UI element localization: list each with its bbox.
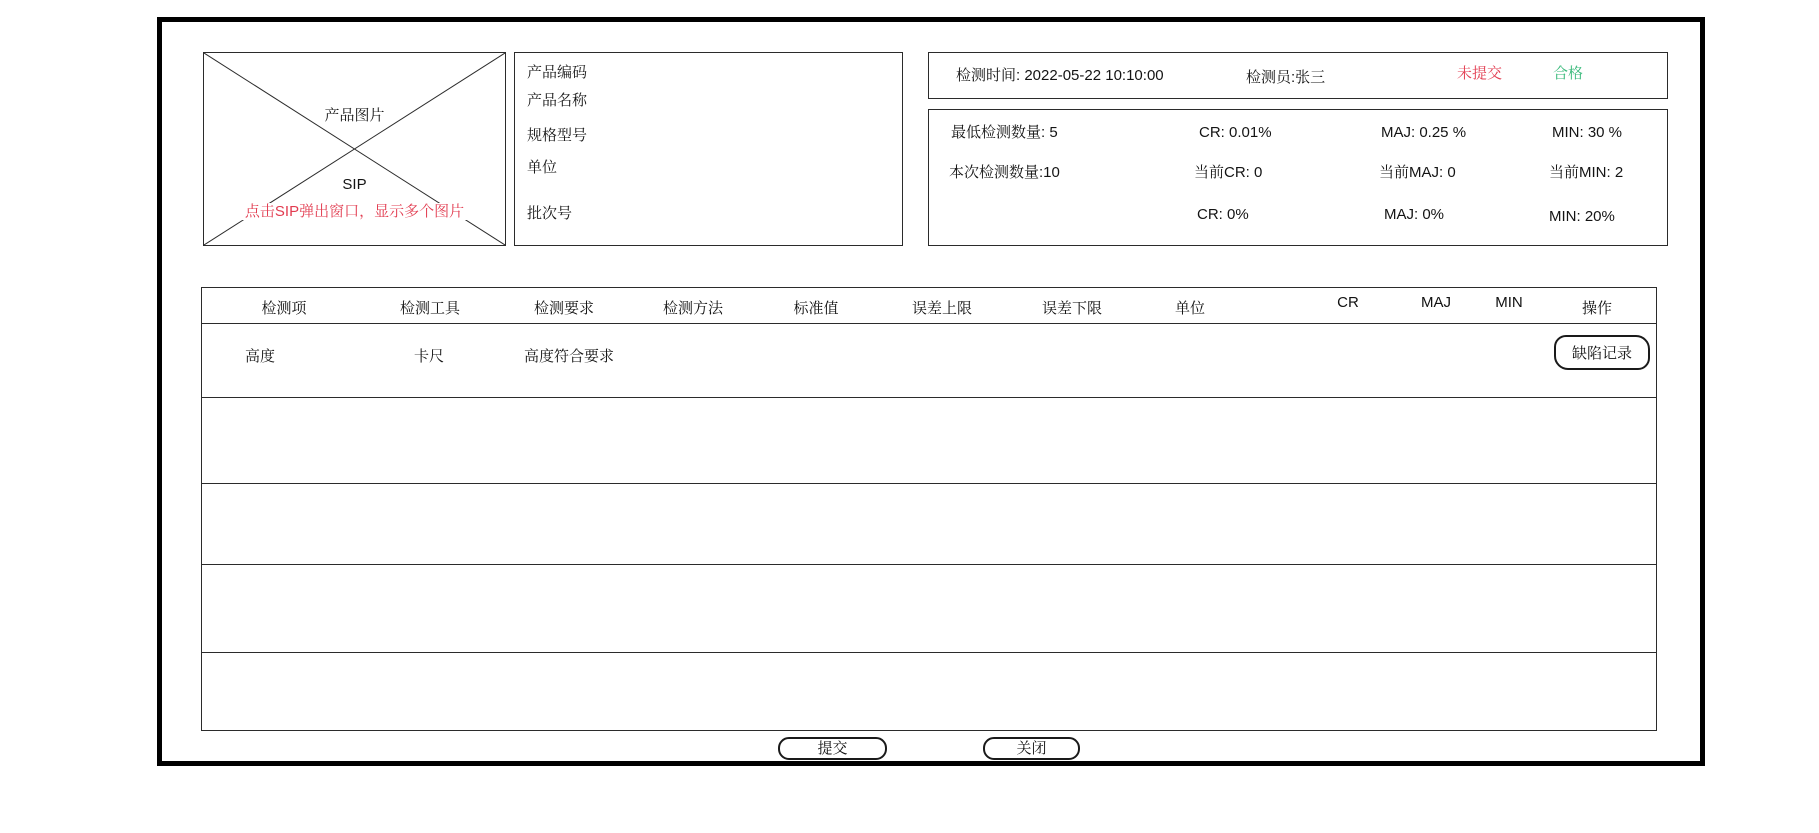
product-name-label: 产品名称 — [527, 92, 588, 109]
stat-min-rate: MIN: 20% — [1549, 208, 1615, 225]
table-row-height — [202, 324, 1656, 398]
stat-cr-limit: CR: 0.01% — [1199, 124, 1272, 141]
table-row-empty — [202, 398, 1656, 484]
stat-min-limit: MIN: 30 % — [1552, 124, 1623, 141]
table-row-empty — [202, 653, 1656, 735]
defect-record-button[interactable]: 缺陷记录 — [1554, 335, 1650, 370]
stat-min-inspect-qty: 最低检测数量: 5 — [951, 124, 1058, 141]
column-header-unit: 单位 — [1174, 300, 1206, 317]
column-header-min: MIN — [1495, 294, 1523, 311]
stat-maj-rate: MAJ: 0% — [1384, 206, 1445, 223]
submit-button[interactable]: 提交 — [778, 737, 887, 760]
column-header-tool: 检测工具 — [399, 300, 461, 317]
table-header-row — [202, 288, 1656, 324]
result-status-badge: 合格 — [1553, 65, 1584, 82]
cell-inspect-tool: 卡尺 — [414, 348, 445, 365]
inspector-name: 检测员:张三 — [1246, 69, 1326, 86]
stat-maj-limit: MAJ: 0.25 % — [1381, 124, 1467, 141]
column-header-standard-value: 标准值 — [793, 300, 839, 317]
column-header-requirement: 检测要求 — [533, 300, 595, 317]
stat-current-inspect-qty: 本次检测数量:10 — [949, 164, 1060, 181]
stat-current-cr: 当前CR: 0 — [1194, 164, 1263, 181]
cell-inspect-requirement: 高度符合要求 — [524, 348, 615, 365]
sip-link[interactable]: SIP — [204, 176, 505, 194]
submit-status-badge: 未提交 — [1457, 65, 1503, 82]
cell-inspect-item: 高度 — [245, 348, 276, 365]
column-header-maj: MAJ — [1421, 294, 1451, 311]
inspection-items-table — [201, 287, 1657, 731]
table-row-empty — [202, 565, 1656, 653]
sip-hint-text: 点击SIP弹出窗口，显示多个图片 — [204, 203, 505, 221]
inspection-time: 检测时间: 2022-05-22 10:10:00 — [956, 67, 1164, 84]
batch-number-label: 批次号 — [527, 205, 573, 222]
stat-current-maj: 当前MAJ: 0 — [1379, 164, 1456, 181]
column-header-item: 检测项 — [261, 300, 307, 317]
stat-cr-rate: CR: 0% — [1197, 206, 1249, 223]
column-header-upper-tolerance: 误差上限 — [911, 300, 973, 317]
table-row-empty — [202, 484, 1656, 565]
column-header-cr: CR — [1337, 294, 1359, 311]
product-fields-panel — [514, 52, 903, 246]
stat-current-min: 当前MIN: 2 — [1549, 164, 1624, 181]
product-code-label: 产品编码 — [527, 64, 588, 81]
inspection-info-bar — [928, 52, 1668, 99]
product-image-label: 产品图片 — [204, 107, 505, 125]
column-header-action: 操作 — [1581, 300, 1613, 317]
product-image-placeholder[interactable] — [203, 52, 506, 246]
unit-label: 单位 — [527, 159, 558, 176]
close-button[interactable]: 关闭 — [983, 737, 1080, 760]
inspection-stats-panel — [928, 109, 1668, 246]
column-header-lower-tolerance: 误差下限 — [1041, 300, 1103, 317]
column-header-method: 检测方法 — [662, 300, 724, 317]
spec-model-label: 规格型号 — [527, 127, 588, 144]
